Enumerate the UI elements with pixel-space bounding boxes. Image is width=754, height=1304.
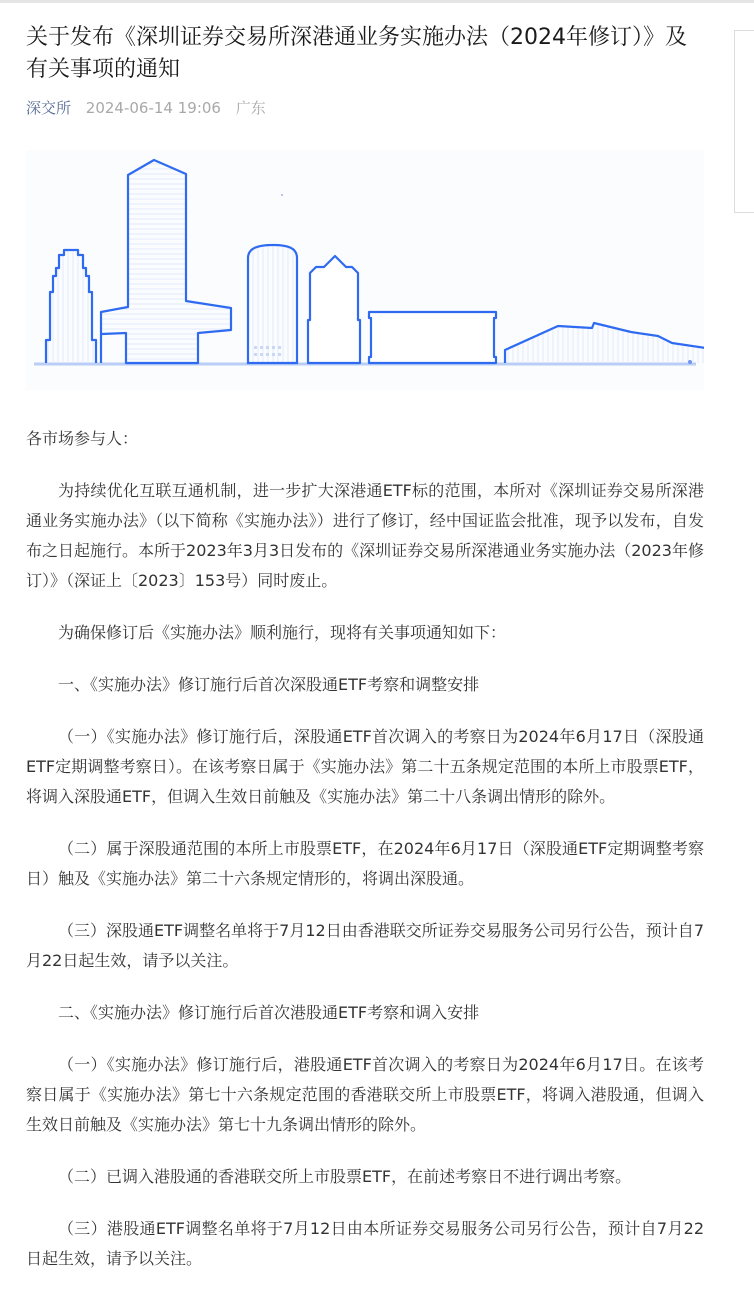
section-2-item-1: （一）《实施办法》修订施行后，港股通ETF首次调入的考察日为2024年6月17日。在该考察日属于《实施办法》第七十六条规定范围的香港联交所上市股票ETF，将调入港股通，但调入生效日前触及《实施办法》第七十九条调出情形的除外。 <box>26 1055 704 1134</box>
greeting: 各市场参与人： <box>26 429 139 448</box>
side-panel-edge <box>734 30 754 213</box>
section-2-item-3: （三）港股通ETF调整名单将于7月12日由本所证券交易服务公司另行公告，预计自7月22日起生效，请予以关注。 <box>26 1219 704 1268</box>
section-1-item-1: （一）《实施办法》修订施行后，深股通ETF首次调入的考察日为2024年6月17日（深股通ETF定期调整考察日）。在该考察日属于《实施办法》第二十五条规定范围的本所上市股票ETF，将调入深股通ETF，但调入生效日前触及《实施办法》第二十八条调出情形的除外。 <box>26 727 704 806</box>
publish-time: 2024-06-14 19:06 <box>85 99 221 117</box>
article-title: 关于发布《深圳证券交易所深港通业务实施办法（2024年修订）》及有关事项的通知 <box>26 25 687 82</box>
article-body <box>26 424 704 1296</box>
section-heading-1: 一、《实施办法》修订施行后首次深股通ETF考察和调整安排 <box>58 675 480 694</box>
section-heading-2: 二、《实施办法》修订施行后首次港股通ETF考察和调入安排 <box>58 1003 480 1022</box>
skyline-illustration-icon <box>26 150 704 390</box>
author-link[interactable]: 深交所 <box>26 99 72 117</box>
hero-skyline-image <box>26 150 704 390</box>
paragraph-notice: 为确保修订后《实施办法》顺利施行，现将有关事项通知如下： <box>58 623 507 642</box>
section-2-item-2: （二）已调入港股通的香港联交所上市股票ETF，在前述考察日不进行调出考察。 <box>58 1167 632 1186</box>
paragraph-intro: 为持续优化互联互通机制，进一步扩大深港通ETF标的范围，本所对《深圳证券交易所深港通业务实施办法》（以下简称《实施办法》）进行了修订，经中国证监会批准，现予以发布，自发布之日起施行。本所于2023年3月3日发布的《深圳证券交易所深港通业务实施办法（2023年修订）》（深证上〔2023〕153号）同时废止。 <box>26 481 704 590</box>
top-divider <box>0 0 754 3</box>
section-1-item-3: （三）深股通ETF调整名单将于7月12日由香港联交所证券交易服务公司另行公告，预计自7月22日起生效，请予以关注。 <box>26 921 704 970</box>
section-1-item-2: （二）属于深股通范围的本所上市股票ETF，在2024年6月17日（深股通ETF定期调整考察日）触及《实施办法》第二十六条规定情形的，将调出深股通。 <box>26 839 704 888</box>
article-meta <box>26 98 266 118</box>
publish-location: 广东 <box>235 99 266 117</box>
